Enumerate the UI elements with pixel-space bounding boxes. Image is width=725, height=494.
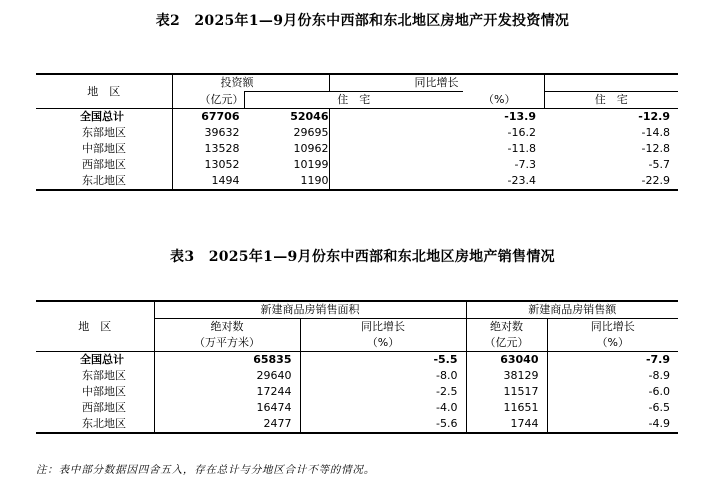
sales-cell: 1744 [466, 416, 547, 433]
yoy-header: 同比增长 [329, 74, 544, 92]
area-cell: 65835 [154, 352, 300, 369]
investment-header: 投资额 [172, 74, 329, 92]
yoy-cell: -11.8 [329, 141, 544, 157]
table-row [36, 368, 678, 384]
yoy-cell: -16.2 [329, 125, 544, 141]
sales-cell: 11517 [466, 384, 547, 400]
area-yoy-cell: -8.0 [300, 368, 466, 384]
yoy-residential-cell: -14.8 [641, 126, 670, 139]
area-yoy-cell: -5.5 [300, 352, 466, 369]
residential-cell: 29695 [293, 126, 329, 139]
investment-cell: 39632 [204, 126, 240, 139]
residential-header: 住 宅 [244, 92, 463, 109]
region-cell: 中部地区 [82, 142, 126, 155]
region-cell: 全国总计 [36, 109, 172, 126]
area-yoy-cell: -2.5 [300, 384, 466, 400]
area-group-header: 新建商品房销售面积 [154, 301, 466, 319]
region-cell: 东北地区 [36, 173, 172, 190]
sales-yoy-cell: -8.9 [547, 368, 678, 384]
region-cell: 东部地区 [82, 126, 126, 139]
area-yoy-cell: -5.6 [300, 416, 466, 433]
sales-cell: 11651 [466, 400, 547, 416]
residential-cell: 10199 [293, 158, 329, 171]
yoy-cell: -13.9 [329, 109, 544, 126]
investment-table [36, 73, 678, 191]
table-row [36, 125, 678, 141]
table-row [36, 352, 678, 369]
residential-cell: 52046 [290, 110, 329, 123]
yoy-unit: （%） [483, 92, 516, 106]
yoy-residential-cell: -5.7 [648, 158, 670, 171]
table-row [36, 384, 678, 400]
yoy-residential-cell: -12.9 [544, 109, 678, 126]
region-cell: 西部地区 [82, 158, 126, 171]
region-cell: 中部地区 [82, 385, 126, 398]
area-yoy-cell: -4.0 [300, 400, 466, 416]
residential-cell: 10962 [293, 142, 329, 155]
region-cell: 东北地区 [36, 416, 154, 433]
sales-unit: （亿元） [466, 335, 547, 352]
region-header: 地 区 [36, 74, 172, 109]
area-cell: 17244 [154, 384, 300, 400]
yoy-residential-cell: -12.8 [641, 142, 670, 155]
area-cell: 2477 [154, 416, 300, 433]
table3-title: 表3 2025年1—9月份东中西部和东北地区房地产销售情况 [170, 249, 555, 265]
investment-cell: 67706 [201, 110, 240, 123]
sales-group-header: 新建商品房销售额 [466, 301, 678, 319]
table2-title: 表2 2025年1—9月份东中西部和东北地区房地产开发投资情况 [155, 13, 570, 29]
yoy-cell: -7.3 [329, 157, 544, 173]
yoy-residential-cell: -22.9 [544, 173, 678, 190]
table-row [36, 173, 678, 190]
sales-yoy-cell: -7.9 [547, 352, 678, 369]
table-row [36, 400, 678, 416]
sales-absolute-header: 绝对数 [466, 319, 547, 336]
sales-yoy-cell: -4.9 [547, 416, 678, 433]
sales-yoy-cell: -6.0 [547, 384, 678, 400]
table-row [36, 141, 678, 157]
region-cell: 西部地区 [82, 401, 126, 414]
yoy-cell: -23.4 [329, 173, 544, 190]
area-unit: （万平方米） [154, 335, 300, 352]
investment-cell: 13052 [204, 158, 240, 171]
sales-cell: 38129 [466, 368, 547, 384]
sales-yoy-unit: （%） [547, 335, 678, 352]
area-cell: 29640 [154, 368, 300, 384]
table-row [36, 109, 678, 126]
investment-cell: 1494 [211, 174, 240, 187]
table-row [36, 416, 678, 433]
area-yoy-unit: （%） [300, 335, 466, 352]
sales-table [36, 300, 678, 434]
investment-cell: 13528 [204, 142, 240, 155]
investment-unit: （亿元） [172, 92, 244, 109]
residential-cell: 1190 [300, 174, 329, 187]
region-cell: 东部地区 [82, 369, 126, 382]
area-cell: 16474 [154, 400, 300, 416]
region-cell: 全国总计 [36, 352, 154, 369]
sales-yoy-header: 同比增长 [547, 319, 678, 336]
table-row [36, 157, 678, 173]
region-header: 地 区 [36, 301, 154, 352]
yoy-residential-header: 住 宅 [544, 92, 678, 109]
area-yoy-header: 同比增长 [300, 319, 466, 336]
sales-yoy-cell: -6.5 [547, 400, 678, 416]
footnote: 注：表中部分数据因四舍五入，存在总计与分地区合计不等的情况。 [36, 464, 375, 476]
sales-cell: 63040 [466, 352, 547, 369]
area-absolute-header: 绝对数 [154, 319, 300, 336]
